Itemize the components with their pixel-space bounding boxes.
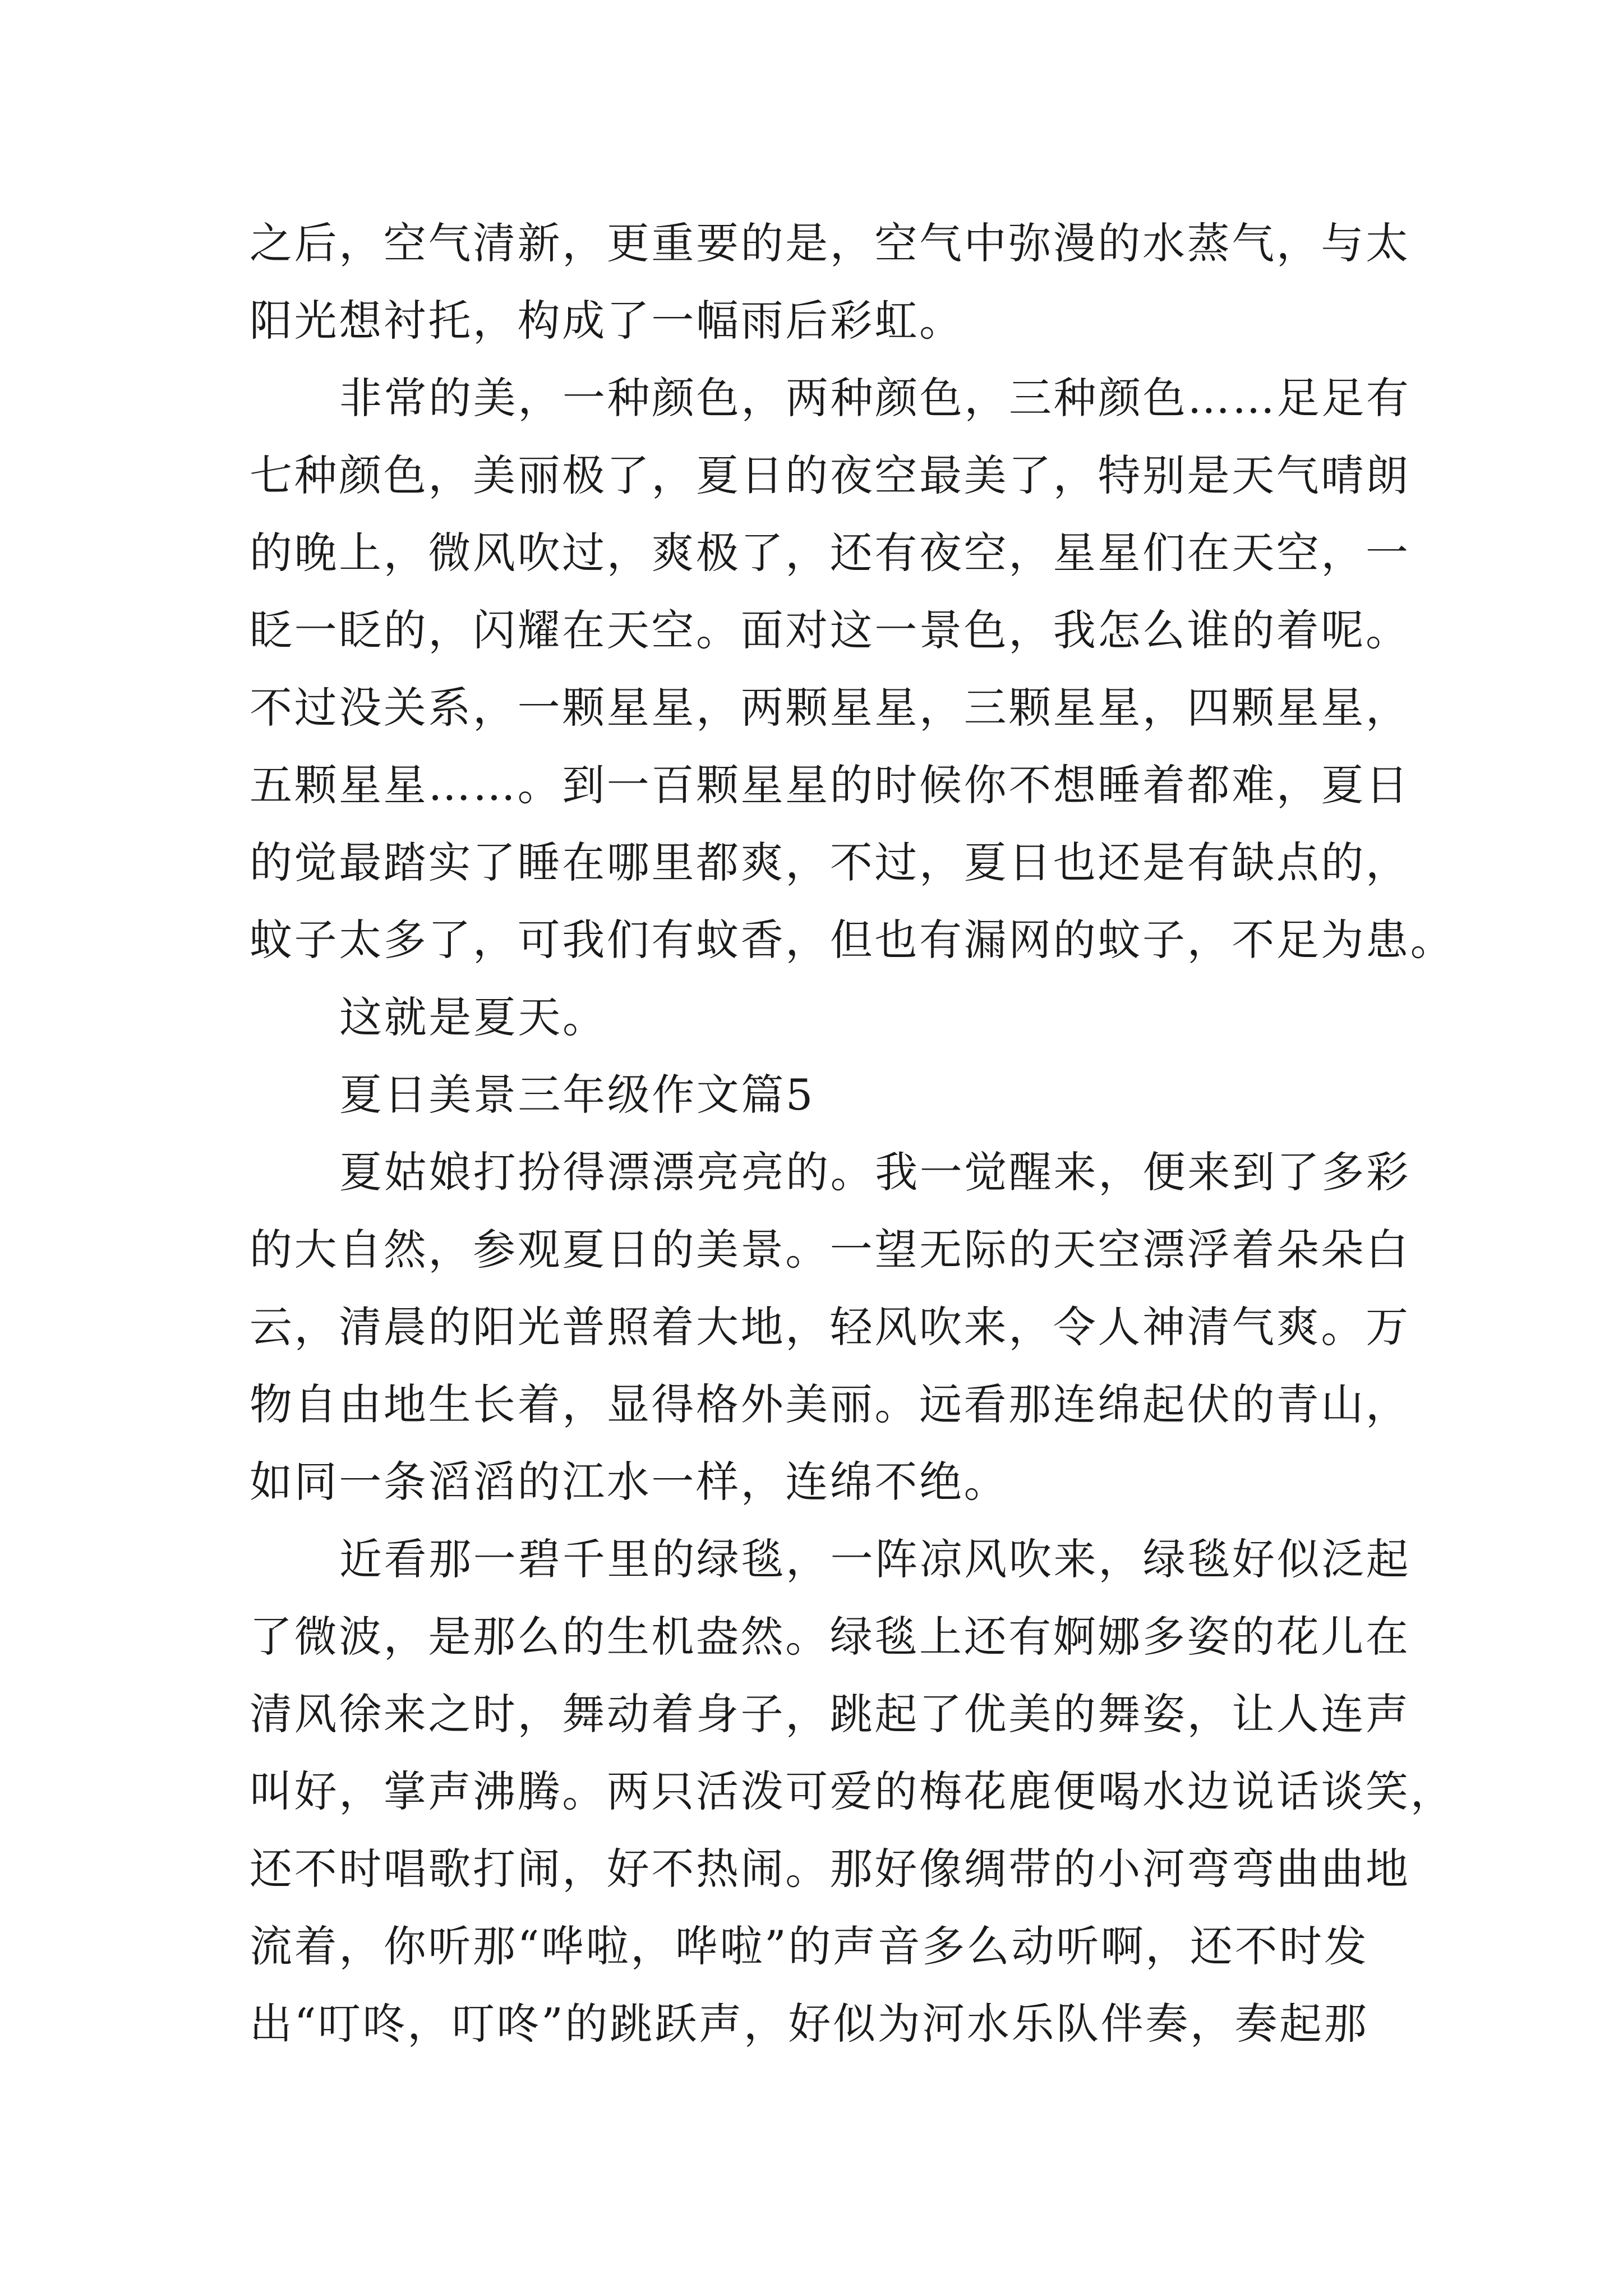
text-line: 如同一条滔滔的江水一样，连绵不绝。 — [250, 1457, 1009, 1507]
text-line: 五颗星星……。到一百颗星星的时候你不想睡着都难，夏日 — [250, 760, 1410, 810]
text-line: 云，清晨的阳光普照着大地，轻风吹来，令人神清气爽。万 — [250, 1302, 1410, 1352]
paragraph — [250, 1521, 1455, 2063]
text-line: 夏姑娘打扮得漂漂亮亮的。我一觉醒来，便来到了多彩 — [339, 1147, 1411, 1197]
text-line: 近看那一碧千里的绿毯，一阵凉风吹来，绿毯好似泛起 — [339, 1534, 1411, 1584]
text-line: 蚊子太多了，可我们有蚊香，但也有漏网的蚊子，不足为患。 — [250, 915, 1455, 965]
text-line: 不过没关系，一颗星星，两颗星星，三颗星星，四颗星星， — [250, 683, 1410, 733]
text-line: 眨一眨的，闪耀在天空。面对这一景色，我怎么谁的着呢。 — [250, 605, 1410, 655]
text-line: 的晚上，微风吹过，爽极了，还有夜空，星星们在天空，一 — [250, 528, 1410, 578]
text-line: 的觉最踏实了睡在哪里都爽，不过，夏日也还是有缺点的， — [250, 838, 1410, 887]
paragraph — [250, 1056, 1382, 1134]
text-line: 流着，你听那“哗啦，哗啦”的声音多么动听啊，还不时发 — [250, 1921, 1369, 1971]
text-line: 夏日美景三年级作文篇5 — [339, 1070, 815, 1120]
text-line: 七种颜色，美丽极了，夏日的夜空最美了，特别是天气晴朗 — [250, 450, 1410, 500]
paragraph — [250, 979, 1382, 1056]
text-line: 之后，空气清新，更重要的是，空气中弥漫的水蒸气，与太 — [250, 218, 1410, 268]
paragraph — [250, 205, 1410, 360]
text-line: 出“叮咚，叮咚”的跳跃声，好似为河水乐队伴奏，奏起那 — [250, 1999, 1369, 2049]
document-body — [250, 205, 1455, 2063]
text-line: 了微波，是那么的生机盎然。绿毯上还有婀娜多姿的花儿在 — [250, 1612, 1410, 1662]
text-line: 还不时唱歌打闹，好不热闹。那好像绸带的小河弯弯曲曲地 — [250, 1844, 1410, 1894]
text-line: 物自由地生长着，显得格外美丽。远看那连绵起伏的青山， — [250, 1379, 1410, 1429]
paragraph — [250, 1134, 1411, 1521]
text-line: 非常的美，一种颜色，两种颜色，三种颜色……足足有 — [339, 373, 1411, 423]
text-line: 阳光想衬托，构成了一幅雨后彩虹。 — [250, 296, 964, 346]
text-line: 的大自然，参观夏日的美景。一望无际的天空漂浮着朵朵白 — [250, 1225, 1410, 1274]
paragraph — [250, 360, 1455, 979]
text-line: 这就是夏天。 — [339, 992, 607, 1042]
text-line: 清风徐来之时，舞动着身子，跳起了优美的舞姿，让人连声 — [250, 1689, 1410, 1739]
text-line: 叫好，掌声沸腾。两只活泼可爱的梅花鹿便喝水边说话谈笑， — [250, 1766, 1455, 1816]
